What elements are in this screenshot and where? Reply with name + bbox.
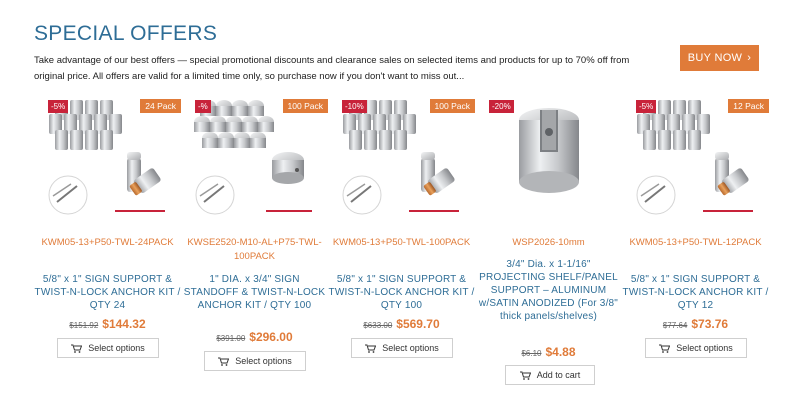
pack-badge: 24 Pack: [140, 99, 181, 113]
button-label: Select options: [235, 356, 292, 366]
page-title: SPECIAL OFFERS: [34, 22, 218, 45]
select-options-button[interactable]: [351, 338, 453, 358]
add-to-cart-button[interactable]: [505, 365, 595, 385]
select-options-button[interactable]: [57, 338, 159, 358]
old-price: $633.00: [363, 321, 393, 330]
product-name[interactable]: 3/4" Dia. x 1-1/16" PROJECTING SHELF/PANEL SUPPORT – ALUMINUM w/SATIN ANODIZED (For 3/8" thick panels/shelves): [478, 259, 619, 322]
product-sku[interactable]: KWM05-13+P50-TWL-24PACK: [41, 237, 174, 248]
product-name[interactable]: 5/8" x 1" SIGN SUPPORT & TWIST-N-LOCK ANCHOR KIT / QTY 100: [328, 274, 475, 311]
buy-now-button[interactable]: [680, 45, 759, 71]
product-sku[interactable]: KWM05-13+P50-TWL-12PACK: [629, 237, 762, 248]
cart-icon: [520, 371, 531, 380]
product-sku[interactable]: KWSE2520-M10-AL+P75-TWL-100PACK: [187, 237, 322, 262]
old-price: $391.00: [216, 334, 246, 343]
product-sku[interactable]: WSP2026-10mm: [512, 237, 585, 248]
pack-badge: 100 Pack: [430, 99, 475, 113]
select-options-button[interactable]: [645, 338, 747, 358]
product-price: [34, 315, 181, 333]
sale-price: $569.70: [396, 317, 440, 331]
pack-badge: 100 Pack: [283, 99, 328, 113]
product-sku[interactable]: KWM05-13+P50-TWL-100PACK: [332, 237, 471, 248]
product-name[interactable]: 5/8" x 1" SIGN SUPPORT & TWIST-N-LOCK ANCHOR KIT / QTY 24: [34, 274, 181, 311]
product-price: [475, 343, 622, 361]
product-card: [34, 92, 181, 392]
pack-badge: 12 Pack: [728, 99, 769, 113]
sale-price: $144.32: [102, 317, 146, 331]
discount-badge: -5%: [636, 100, 656, 113]
product-name[interactable]: 1" DIA. x 3/4" SIGN STANDOFF & TWIST-N-LOCK ANCHOR KIT / QTY 100: [183, 274, 326, 311]
old-price: $6.10: [521, 349, 542, 358]
button-label: Add to cart: [536, 370, 581, 380]
offers-description: Take advantage of our best offers — special promotional discounts and clearance sales on selected items and products for up to 70% off from original price. All offers are valid for a limited time only, so purchase now if you don't want to miss out...: [34, 55, 630, 82]
select-options-button[interactable]: [204, 351, 306, 371]
sale-price: $4.88: [545, 345, 576, 359]
discount-badge: -%: [195, 100, 211, 113]
cart-icon: [71, 344, 82, 353]
cart-icon: [365, 344, 376, 353]
product-price: [328, 315, 475, 333]
product-grid: [34, 92, 769, 392]
sale-price: $296.00: [249, 330, 293, 344]
button-label: Select options: [382, 343, 439, 353]
product-price: [181, 328, 328, 346]
chevron-right-icon: ›: [747, 52, 752, 64]
cart-icon: [659, 344, 670, 353]
product-card: [622, 92, 769, 392]
product-card: [181, 92, 328, 392]
discount-badge: -10%: [342, 100, 367, 113]
sale-price: $73.76: [691, 317, 729, 331]
old-price: $77.64: [662, 321, 688, 330]
discount-badge: -5%: [48, 100, 68, 113]
cart-icon: [218, 357, 229, 366]
product-price: [622, 315, 769, 333]
buy-now-label: BUY NOW: [687, 52, 743, 64]
product-card: [475, 92, 622, 392]
discount-badge: -20%: [489, 100, 514, 113]
button-label: Select options: [88, 343, 145, 353]
button-label: Select options: [676, 343, 733, 353]
product-name[interactable]: 5/8" x 1" SIGN SUPPORT & TWIST-N-LOCK ANCHOR KIT / QTY 12: [622, 274, 769, 311]
product-card: [328, 92, 475, 392]
old-price: $151.92: [69, 321, 99, 330]
